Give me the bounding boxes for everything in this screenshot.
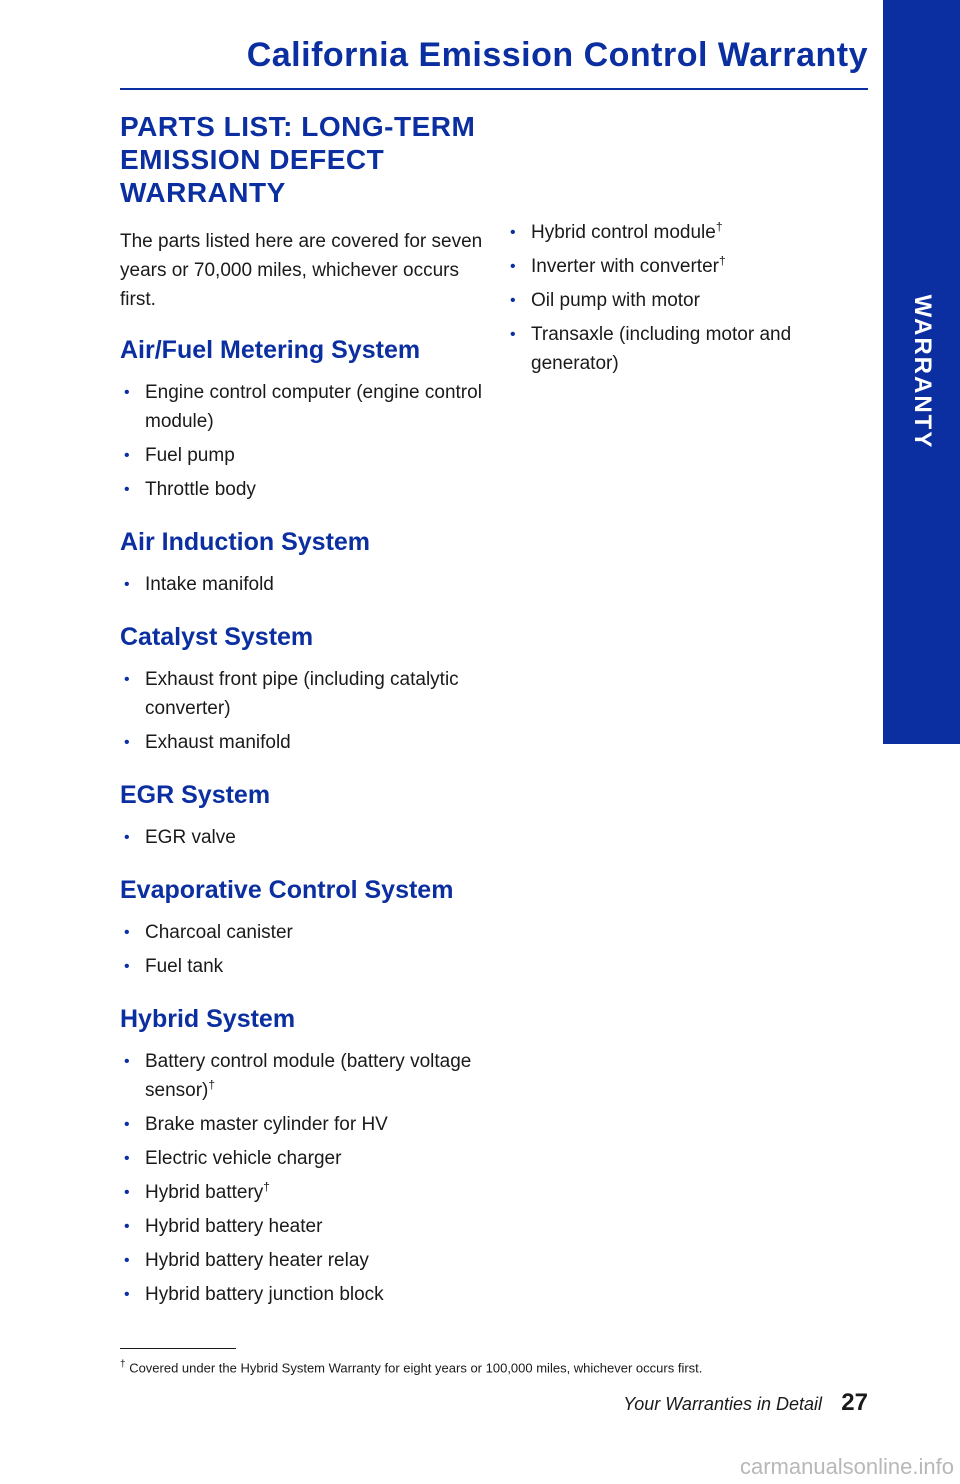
right-column [506,218,836,400]
bullet-icon: • [510,326,516,343]
footnote-mark: † [120,1359,126,1370]
bullet-icon: • [124,384,130,401]
section-side-tab [883,0,960,744]
list-item-text: Engine control computer (engine control module) [145,382,482,432]
dagger-mark: † [263,1179,270,1194]
bullet-icon: • [124,481,130,498]
list-item [120,1110,490,1139]
list-item [120,728,490,757]
header-divider [120,88,868,90]
bullet-icon: • [510,292,516,309]
list-item-text: Inverter with converter [531,256,719,277]
intro-paragraph: The parts listed here are covered for seven years or 70,000 miles, whichever occurs first. [120,231,483,310]
footnote-divider [120,1348,236,1349]
parts-list-heading [120,110,490,209]
dagger-mark: † [718,253,726,268]
watermark: carmanualsonline.info [739,1454,954,1479]
list-item-text: Hybrid control module [531,222,716,243]
section-heading: Catalyst System [120,623,314,651]
bullet-icon: • [124,1218,130,1235]
list-item [120,1178,490,1207]
sections-container [120,334,490,1309]
bullet-icon: • [124,924,130,941]
bullet-icon: • [124,576,130,593]
list-item [506,320,836,378]
list-item [120,475,490,504]
list-item-text: Intake manifold [145,574,274,595]
bullet-icon: • [124,671,130,688]
section-heading: Air Induction System [120,528,371,556]
list-item-text: Charcoal canister [145,922,293,943]
bullet-icon: • [510,224,516,241]
dagger-mark: † [715,219,723,234]
section-item-list [120,570,490,599]
dagger-mark: † [208,1077,216,1092]
list-item [120,665,490,723]
section-heading: Air/Fuel Metering System [120,336,421,364]
list-item [120,1047,490,1105]
section-item-list [120,378,490,504]
section-item-list [120,665,490,757]
section-heading: Evaporative Control System [120,876,454,904]
side-tab-label: WARRANTY [908,294,936,450]
list-item-text: EGR valve [145,827,236,848]
bullet-icon: • [124,958,130,975]
bullet-icon: • [124,734,130,751]
list-item-text: Hybrid battery heater relay [145,1250,369,1271]
list-item-text: Exhaust manifold [145,732,291,753]
list-item [120,1246,490,1275]
list-item-text: Hybrid battery heater [145,1216,323,1237]
list-item [120,1144,490,1173]
list-item [120,378,490,436]
list-item [120,823,490,852]
list-item [120,570,490,599]
bullet-icon: • [124,1184,130,1201]
list-item-text: Electric vehicle charger [145,1148,342,1169]
list-item-text: Transaxle (including motor and generator) [531,324,792,374]
list-item-text: Hybrid battery junction block [145,1284,384,1305]
heading-line: EMISSION DEFECT [120,144,385,175]
footnote-text: Covered under the Hybrid System Warranty for eight years or 100,000 miles, whichever occurs first. [129,1360,703,1376]
bullet-icon: • [124,447,130,464]
bullet-icon: • [124,1150,130,1167]
list-item-text: Oil pump with motor [531,290,700,311]
list-item [120,918,490,947]
section-item-list [120,823,490,852]
list-item-text: Exhaust front pipe (including catalytic converter) [145,669,459,719]
list-item [120,952,490,981]
list-item [506,286,836,315]
list-item [120,1212,490,1241]
list-item-text: Fuel tank [145,956,224,977]
section-item-list [120,918,490,981]
bullet-icon: • [124,1053,130,1070]
list-item [506,218,836,247]
list-item-text: Hybrid battery [145,1182,264,1203]
bullet-icon: • [124,1286,130,1303]
footnote [120,1356,860,1377]
bullet-icon: • [124,1116,130,1133]
section-item-list [120,1047,490,1309]
section-heading: EGR System [120,781,271,809]
heading-line: PARTS LIST: LONG-TERM [120,111,476,142]
hybrid-system-continued-list [506,218,836,378]
heading-line: WARRANTY [120,177,286,208]
page-header-title: California Emission Control Warranty [246,36,868,74]
bullet-icon: • [124,829,130,846]
list-item-text: Battery control module (battery voltage sensor) [145,1051,472,1101]
list-item-text: Throttle body [145,479,256,500]
bullet-icon: • [124,1252,130,1269]
list-item-text: Brake master cylinder for HV [145,1114,388,1135]
page-number: 27 [841,1389,868,1416]
list-item [506,252,836,281]
list-item [120,441,490,470]
list-item [120,1280,490,1309]
list-item-text: Fuel pump [145,445,235,466]
section-heading: Hybrid System [120,1005,296,1033]
left-column [120,110,490,1331]
footer-section-label: Your Warranties in Detail [623,1394,822,1414]
bullet-icon: • [510,258,516,275]
